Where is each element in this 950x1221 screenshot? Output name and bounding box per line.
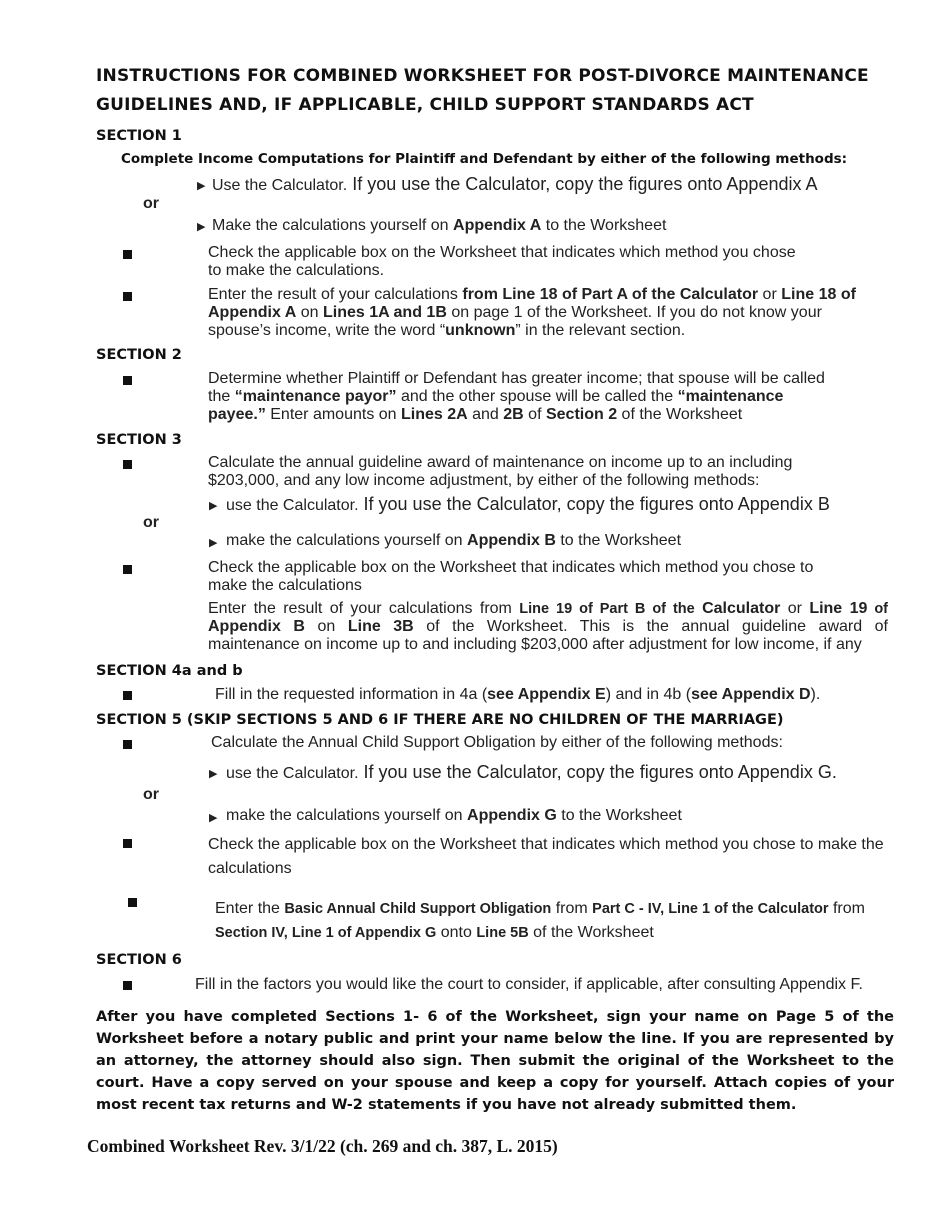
- square-bullet-icon: [123, 376, 132, 385]
- right-triangle-icon: ▶: [209, 768, 218, 780]
- square-bullet-icon: [123, 565, 132, 574]
- section-5-heading: SECTION 5 (SKIP SECTIONS 5 AND 6 IF THERE ARE NO CHILDREN OF THE MARRIAGE): [96, 712, 784, 728]
- right-triangle-icon: ▶: [197, 180, 206, 192]
- closing-instructions: After you have completed Sections 1- 6 of the Worksheet, sign your name on Page 5 of the Worksheet before a notary public and print your name below the line. If you are represented by an attorney, the attorney should also sign. Then submit the original of the Worksheet to the court. Have a copy served on your spouse and keep a copy for yourself. Attach copies of your most recent tax returns and W-2 statements if you have not already submitted them.: [96, 1009, 894, 1113]
- section-5-calc-text: Calculate the Annual Child Support Obligation by either of the following methods:: [211, 734, 783, 751]
- section-3-enter-text: Enter the result of your calculations from Line 19 of Part B of the Calculator or Line 19 of Appendix B on Line 3B of the Worksheet. This is the annual guideline award of maintenance on income up to and including $203,000 after adjustment for low income, if any: [208, 600, 889, 653]
- section-5-check-text: Check the applicable box on the Worksheet that indicates which method you chose to make the calculations: [208, 836, 884, 877]
- title-line-1: INSTRUCTIONS FOR COMBINED WORKSHEET FOR POST-DIVORCE MAINTENANCE: [96, 66, 869, 86]
- section-1-enter-text: Enter the result of your calculations from Line 18 of Part A of the Calculator or Line 18 of Appendix A on Lines 1A and 1B on page 1 of the Worksheet. If you do not know your spouse’s income, write the word “unknown” in the relevant section.: [208, 286, 856, 339]
- section-1-intro: Complete Income Computations for Plaintiff and Defendant by either of the following methods:: [121, 151, 848, 167]
- footer-revision: Combined Worksheet Rev. 3/1/22 (ch. 269 and ch. 387, L. 2015): [87, 1136, 558, 1156]
- section-3-option-calculator: use the Calculator. If you use the Calculator, copy the figures onto Appendix B: [226, 494, 830, 514]
- section-2-text: Determine whether Plaintiff or Defendant has greater income; that spouse will be called the “maintenance payor” and the other spouse will be called the “maintenance payee.” Enter amounts on Lines 2A and 2B of Section 2 of the Worksheet: [208, 370, 825, 423]
- section-5-enter-text: Enter the Basic Annual Child Support Obligation from Part C - IV, Line 1 of the Calculator from Section IV, Line 1 of Appendix G onto Line 5B of the Worksheet: [215, 900, 865, 941]
- square-bullet-icon: [123, 740, 132, 749]
- section-2-heading: SECTION 2: [96, 347, 182, 363]
- square-bullet-icon: [123, 981, 132, 990]
- section-5-option-manual: make the calculations yourself on Appendix G to the Worksheet: [226, 807, 682, 824]
- square-bullet-icon: [123, 460, 132, 469]
- section-1-heading: SECTION 1: [96, 128, 182, 144]
- right-triangle-icon: ▶: [209, 537, 218, 549]
- or-label: or: [143, 514, 159, 531]
- section-1-check-text: Check the applicable box on the Worksheet that indicates which method you chose to make the calculations.: [208, 244, 796, 279]
- square-bullet-icon: [128, 898, 137, 907]
- section-4-heading: SECTION 4a and b: [96, 663, 243, 679]
- section-4-text: Fill in the requested information in 4a (see Appendix E) and in 4b (see Appendix D).: [215, 686, 821, 703]
- right-triangle-icon: ▶: [209, 500, 218, 512]
- section-6-text: Fill in the factors you would like the court to consider, if applicable, after consulting Appendix F.: [195, 976, 863, 993]
- section-6-heading: SECTION 6: [96, 952, 182, 968]
- section-3-calc-text: Calculate the annual guideline award of maintenance on income up to an including $203,000, and any low income adjustment, by either of the following methods:: [208, 454, 793, 489]
- square-bullet-icon: [123, 691, 132, 700]
- or-label: or: [143, 786, 159, 803]
- section-3-heading: SECTION 3: [96, 432, 182, 448]
- right-triangle-icon: ▶: [197, 221, 206, 233]
- square-bullet-icon: [123, 292, 132, 301]
- section-3-option-manual: make the calculations yourself on Appendix B to the Worksheet: [226, 532, 682, 549]
- section-5-option-calculator: use the Calculator. If you use the Calculator, copy the figures onto Appendix G.: [226, 762, 837, 782]
- right-triangle-icon: ▶: [209, 812, 218, 824]
- section-1-option-calculator: Use the Calculator. If you use the Calculator, copy the figures onto Appendix A: [212, 174, 818, 194]
- section-3-check-text: Check the applicable box on the Worksheet that indicates which method you chose to make the calculations: [208, 559, 814, 594]
- title-line-2: GUIDELINES AND, IF APPLICABLE, CHILD SUPPORT STANDARDS ACT: [96, 95, 754, 115]
- square-bullet-icon: [123, 839, 132, 848]
- section-1-option-manual: Make the calculations yourself on Appendix A to the Worksheet: [212, 217, 667, 234]
- square-bullet-icon: [123, 250, 132, 259]
- or-label: or: [143, 195, 159, 212]
